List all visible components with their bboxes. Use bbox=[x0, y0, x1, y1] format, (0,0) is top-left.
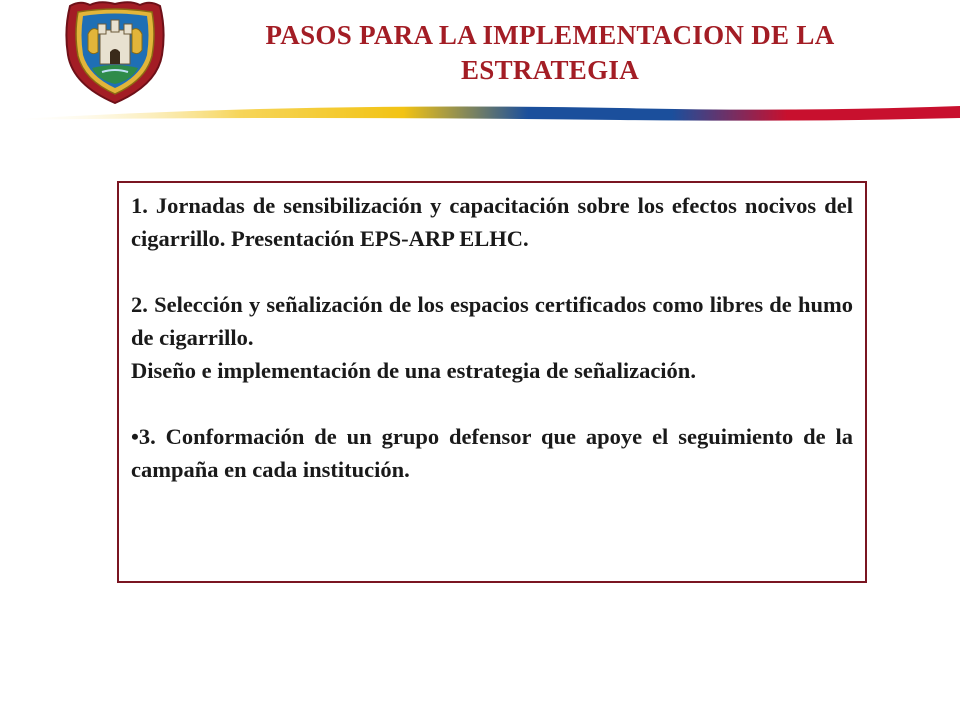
paragraph-step-3: •3. Conformación de un grupo defensor que apoye el seguimiento de la campaña en cada institución. bbox=[131, 424, 853, 482]
title-line-1: PASOS PARA LA IMPLEMENTACION DE LA bbox=[265, 20, 835, 50]
page-title bbox=[230, 18, 870, 88]
content-box bbox=[117, 181, 867, 583]
paragraph-step-2-detail: Diseño e implementación de una estrategia de señalización. bbox=[131, 358, 696, 383]
color-band bbox=[0, 98, 960, 124]
title-line-2: ESTRATEGIA bbox=[460, 55, 640, 85]
coat-of-arms-icon bbox=[62, 0, 168, 104]
paragraph-step-1: 1. Jornadas de sensibilización y capacitación sobre los efectos nocivos del cigarrillo. Presentación EPS-ARP ELHC. bbox=[131, 193, 853, 251]
paragraph-step-2: 2. Selección y señalización de los espacios certificados como libres de humo de cigarrillo. bbox=[131, 292, 853, 350]
